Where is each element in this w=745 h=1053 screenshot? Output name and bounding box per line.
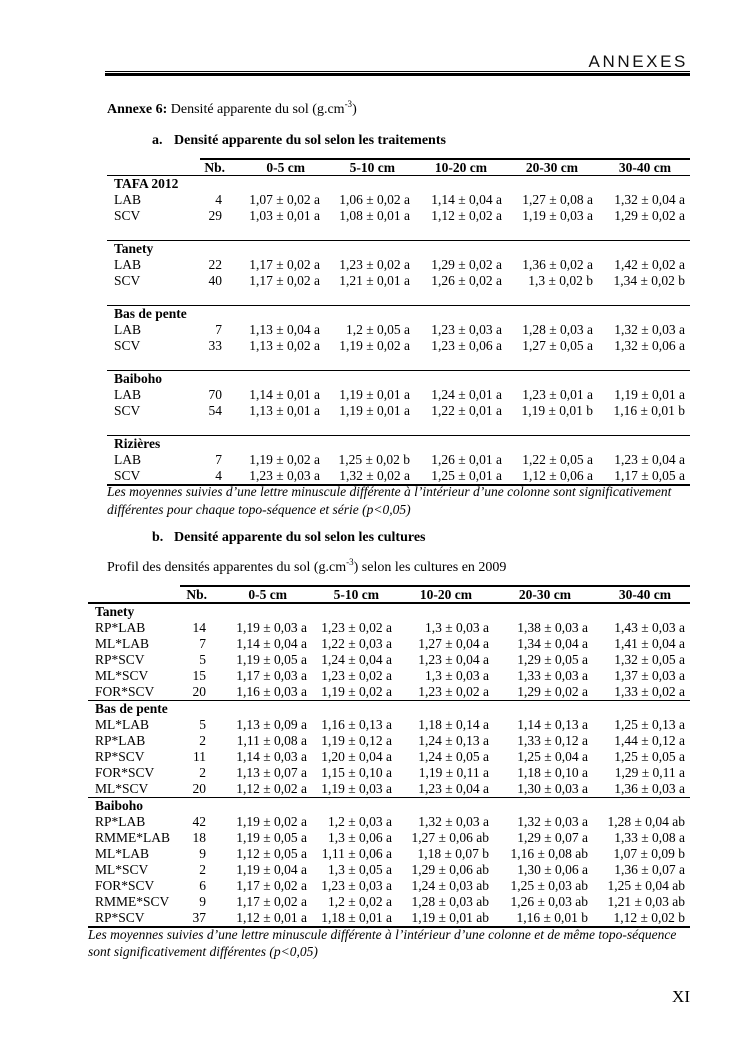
cell-10-20: 1,23 ± 0,06 a (431, 338, 502, 353)
cell-30-40: 1,33 ± 0,08 a (614, 830, 685, 845)
cell-0-5: 1,19 ± 0,05 a (236, 652, 307, 667)
section-b-heading (152, 530, 652, 546)
cell-20-30: 1,33 ± 0,03 a (517, 668, 588, 683)
cell-20-30: 1,34 ± 0,04 a (517, 636, 588, 651)
cell-30-40: 1,44 ± 0,12 a (614, 733, 685, 748)
cell-10-20: 1,24 ± 0,01 a (431, 387, 502, 402)
cell-10-20: 1,23 ± 0,02 a (418, 684, 489, 699)
cell-20-30: 1,19 ± 0,03 a (522, 208, 593, 223)
cell-10-20: 1,19 ± 0,11 a (418, 765, 489, 780)
row-count: 37 (180, 910, 209, 927)
table-row (88, 717, 690, 733)
table-a-footnote: Les moyennes suivies d’une lettre minuscule différente à l’intérieur d’une colonne sont significativement différentes pour chaque topo-séquence et série (p<0,05) (107, 484, 672, 517)
table-row (88, 765, 690, 781)
row-label: ML*SCV (95, 862, 149, 877)
group-name: Baiboho (88, 798, 690, 815)
cell-30-40: 1,32 ± 0,06 a (614, 338, 685, 353)
cell-5-10: 1,11 ± 0,06 a (321, 846, 392, 861)
row-count: 29 (208, 208, 222, 223)
cell-5-10: 1,2 ± 0,03 a (327, 814, 392, 829)
cell-30-40: 1,19 ± 0,01 a (614, 387, 685, 402)
cell-0-5: 1,13 ± 0,09 a (236, 717, 307, 732)
cell-0-5: 1,13 ± 0,01 a (249, 403, 320, 418)
row-label: RP*LAB (95, 814, 146, 829)
row-count: 4 (200, 468, 225, 485)
row-label: RP*SCV (95, 652, 145, 667)
table-row (88, 733, 690, 749)
cell-20-30: 1,27 ± 0,08 a (522, 192, 593, 207)
column-header-0-5: 0-5 cm (209, 586, 309, 603)
group-header-row (88, 701, 690, 718)
row-label: RP*LAB (95, 733, 146, 748)
table-row (88, 668, 690, 684)
cell-5-10: 1,3 ± 0,05 a (327, 862, 392, 877)
cell-5-10: 1,16 ± 0,13 a (321, 717, 392, 732)
row-label: SCV (114, 403, 141, 418)
running-title: ANNEXES (588, 52, 688, 71)
table-row (107, 338, 690, 354)
table-row (88, 894, 690, 910)
cell-30-40: 1,32 ± 0,04 a (614, 192, 685, 207)
cell-0-5: 1,17 ± 0,02 a (249, 273, 320, 288)
cell-0-5: 1,19 ± 0,04 a (236, 862, 307, 877)
cell-20-30: 1,14 ± 0,13 a (517, 717, 588, 732)
page-number: XI (672, 987, 690, 1006)
table-row (107, 452, 690, 468)
table-crops (88, 585, 690, 928)
group-header-row (88, 798, 690, 815)
group-name: Bas de pente (107, 306, 690, 323)
group-header-row (107, 241, 690, 258)
cell-10-20: 1,32 ± 0,03 a (418, 814, 489, 829)
row-count: 42 (192, 814, 206, 829)
cell-20-30: 1,33 ± 0,12 a (517, 733, 588, 748)
cell-0-5: 1,14 ± 0,04 a (236, 636, 307, 651)
cell-20-30: 1,28 ± 0,03 a (522, 322, 593, 337)
cell-5-10: 1,19 ± 0,01 a (339, 403, 410, 418)
cell-20-30: 1,36 ± 0,02 a (522, 257, 593, 272)
cell-0-5: 1,19 ± 0,05 a (236, 830, 307, 845)
row-count: 22 (208, 257, 222, 272)
column-header-label (88, 586, 180, 603)
table-b-caption (107, 557, 507, 576)
row-count: 5 (199, 717, 206, 732)
cell-10-20: 1,24 ± 0,13 a (418, 733, 489, 748)
cell-5-10: 1,08 ± 0,01 a (339, 208, 410, 223)
table-row (88, 620, 690, 636)
annex-title-exponent: -3 (344, 99, 353, 109)
row-label: LAB (114, 387, 141, 402)
cell-10-20: 1,28 ± 0,03 ab (411, 894, 489, 909)
column-header-5-10: 5-10 cm (309, 586, 394, 603)
cell-30-40: 1,25 ± 0,05 a (614, 749, 685, 764)
row-count: 18 (192, 830, 206, 845)
cell-30-40: 1,29 ± 0,02 a (614, 208, 685, 223)
group-name: Tanety (95, 604, 135, 619)
cell-30-40: 1,07 ± 0,09 b (613, 846, 685, 861)
cell-20-30: 1,25 ± 0,03 ab (510, 878, 588, 893)
cell-0-5: 1,19 ± 0,02 a (236, 814, 307, 829)
cell-5-10: 1,06 ± 0,02 a (339, 192, 410, 207)
row-count: 5 (199, 652, 206, 667)
row-count: 33 (208, 338, 222, 353)
table-row (107, 387, 690, 403)
row-label: ML*LAB (95, 636, 149, 651)
table-header-row (88, 586, 690, 603)
cell-0-5: 1,19 ± 0,03 a (236, 620, 307, 635)
row-count: 9 (199, 846, 206, 861)
header-rule-thin (105, 71, 690, 72)
cell-20-30: 1,29 ± 0,05 a (517, 652, 588, 667)
section-a-title: Densité apparente du sol selon les traitements (174, 133, 446, 148)
row-count: 15 (192, 668, 206, 683)
cell-0-5: 1,12 ± 0,05 a (236, 846, 307, 861)
cell-10-20: 1,3 ± 0,03 a (424, 668, 489, 683)
group-header-row (88, 603, 690, 620)
cell-30-40: 1,28 ± 0,04 ab (607, 814, 685, 829)
cell-20-30: 1,25 ± 0,04 a (517, 749, 588, 764)
cell-20-30: 1,22 ± 0,05 a (522, 452, 593, 467)
cell-30-40: 1,41 ± 0,04 a (614, 636, 685, 651)
column-header-0-5: 0-5 cm (225, 159, 322, 176)
row-label: RP*SCV (88, 910, 180, 927)
row-label: ML*LAB (95, 846, 149, 861)
row-count: 54 (208, 403, 222, 418)
cell-30-40: 1,21 ± 0,03 ab (607, 894, 685, 909)
column-header-10-20: 10-20 cm (412, 159, 504, 176)
cell-5-10: 1,2 ± 0,05 a (345, 322, 410, 337)
cell-10-20: 1,26 ± 0,02 a (431, 273, 502, 288)
group-header-row (107, 176, 690, 193)
row-count: 4 (215, 192, 222, 207)
column-header-20-30: 20-30 cm (491, 586, 590, 603)
cell-20-30: 1,3 ± 0,02 b (528, 273, 593, 288)
section-a-marker: a. (152, 133, 163, 148)
cell-0-5: 1,17 ± 0,03 a (236, 668, 307, 683)
cell-0-5: 1,13 ± 0,07 a (236, 765, 307, 780)
row-count: 6 (199, 878, 206, 893)
row-label: ML*SCV (95, 668, 149, 683)
table-b-caption-text: Profil des densités apparentes du sol (g.cm (107, 560, 347, 575)
table-row (107, 208, 690, 224)
cell-5-10: 1,22 ± 0,03 a (321, 636, 392, 651)
table-b-caption-end: ) selon les cultures en 2009 (353, 560, 507, 575)
cell-10-20: 1,29 ± 0,06 ab (411, 862, 489, 877)
cell-30-40: 1,29 ± 0,11 a (614, 765, 685, 780)
cell-30-40: 1,37 ± 0,03 a (614, 668, 685, 683)
column-header-nb: Nb. (180, 586, 209, 603)
row-label: ML*LAB (95, 717, 149, 732)
table-treatments (107, 158, 690, 486)
cell-30-40: 1,43 ± 0,03 a (614, 620, 685, 635)
cell-0-5: 1,23 ± 0,03 a (225, 468, 322, 485)
table-row (88, 910, 690, 927)
row-label: RMME*SCV (95, 894, 170, 909)
cell-10-20: 1,23 ± 0,04 a (418, 652, 489, 667)
row-label: RP*LAB (95, 620, 146, 635)
cell-20-30: 1,30 ± 0,06 a (517, 862, 588, 877)
row-count: 14 (192, 620, 206, 635)
row-count: 70 (208, 387, 222, 402)
row-label: LAB (114, 257, 141, 272)
table-row (88, 878, 690, 894)
spacer-row (107, 289, 690, 306)
row-count: 7 (199, 636, 206, 651)
cell-0-5: 1,17 ± 0,02 a (236, 878, 307, 893)
cell-10-20: 1,26 ± 0,01 a (431, 452, 502, 467)
column-header-label (107, 159, 200, 176)
cell-0-5: 1,16 ± 0,03 a (236, 684, 307, 699)
cell-30-40: 1,17 ± 0,05 a (595, 468, 690, 485)
cell-30-40: 1,36 ± 0,07 a (614, 862, 685, 877)
cell-5-10: 1,18 ± 0,01 a (309, 910, 394, 927)
group-name: Baiboho (107, 371, 690, 388)
spacer-row (107, 224, 690, 241)
cell-20-30: 1,38 ± 0,03 a (517, 620, 588, 635)
cell-5-10: 1,19 ± 0,02 a (321, 684, 392, 699)
row-label: FOR*SCV (95, 765, 155, 780)
table-row (107, 403, 690, 419)
table-row (88, 684, 690, 701)
column-header-30-40: 30-40 cm (590, 586, 690, 603)
header-rule-thick (105, 73, 690, 76)
row-label: LAB (114, 322, 141, 337)
cell-10-20: 1,24 ± 0,03 ab (411, 878, 489, 893)
table-row (88, 814, 690, 830)
row-label: LAB (114, 452, 141, 467)
cell-10-20: 1,27 ± 0,06 ab (411, 830, 489, 845)
cell-0-5: 1,14 ± 0,03 a (236, 749, 307, 764)
row-label: SCV (114, 208, 141, 223)
cell-5-10: 1,25 ± 0,02 b (338, 452, 410, 467)
row-count: 40 (208, 273, 222, 288)
column-header-10-20: 10-20 cm (394, 586, 491, 603)
annex-title (107, 99, 357, 118)
row-label: LAB (114, 192, 141, 207)
cell-5-10: 1,23 ± 0,02 a (321, 668, 392, 683)
cell-0-5: 1,13 ± 0,02 a (249, 338, 320, 353)
cell-30-40: 1,33 ± 0,02 a (614, 684, 685, 699)
cell-20-30: 1,23 ± 0,01 a (522, 387, 593, 402)
table-b-caption-exponent: -3 (346, 557, 354, 567)
table-row (88, 636, 690, 652)
section-b-marker: b. (152, 530, 164, 545)
annex-title-end: ) (352, 102, 357, 117)
cell-10-20: 1,23 ± 0,03 a (431, 322, 502, 337)
cell-20-30: 1,30 ± 0,03 a (517, 781, 588, 796)
cell-5-10: 1,15 ± 0,10 a (321, 765, 392, 780)
cell-0-5: 1,03 ± 0,01 a (249, 208, 320, 223)
cell-30-40: 1,16 ± 0,01 b (613, 403, 685, 418)
cell-20-30: 1,29 ± 0,07 a (517, 830, 588, 845)
cell-10-20: 1,27 ± 0,04 a (418, 636, 489, 651)
table-row (107, 257, 690, 273)
cell-5-10: 1,3 ± 0,06 a (327, 830, 392, 845)
table-header-row (107, 159, 690, 176)
cell-30-40: 1,25 ± 0,13 a (614, 717, 685, 732)
cell-30-40: 1,34 ± 0,02 b (613, 273, 685, 288)
group-header-row (107, 371, 690, 388)
cell-10-20: 1,18 ± 0,07 b (417, 846, 489, 861)
cell-0-5: 1,17 ± 0,02 a (236, 894, 307, 909)
table-row (107, 192, 690, 208)
cell-5-10: 1,19 ± 0,12 a (321, 733, 392, 748)
cell-20-30: 1,12 ± 0,06 a (504, 468, 595, 485)
cell-30-40: 1,32 ± 0,03 a (614, 322, 685, 337)
row-label: ML*SCV (95, 781, 149, 796)
row-count: 20 (192, 781, 206, 796)
cell-20-30: 1,18 ± 0,10 a (517, 765, 588, 780)
column-header-5-10: 5-10 cm (322, 159, 412, 176)
annex-title-text: Densité apparente du sol (g.cm (167, 102, 345, 117)
cell-20-30: 1,29 ± 0,02 a (517, 684, 588, 699)
table-row (107, 273, 690, 289)
cell-30-40: 1,42 ± 0,02 a (614, 257, 685, 272)
cell-10-20: 1,12 ± 0,02 a (431, 208, 502, 223)
cell-5-10: 1,32 ± 0,02 a (322, 468, 412, 485)
table-row (88, 652, 690, 668)
row-label: FOR*SCV (95, 878, 155, 893)
column-header-30-40: 30-40 cm (595, 159, 690, 176)
cell-5-10: 1,19 ± 0,03 a (321, 781, 392, 796)
cell-0-5: 1,07 ± 0,02 a (249, 192, 320, 207)
group-header-row (107, 306, 690, 323)
cell-5-10: 1,23 ± 0,02 a (339, 257, 410, 272)
cell-5-10: 1,20 ± 0,04 a (321, 749, 392, 764)
cell-10-20: 1,23 ± 0,04 a (418, 781, 489, 796)
table-row (88, 781, 690, 798)
cell-10-20: 1,24 ± 0,05 a (418, 749, 489, 764)
cell-10-20: 1,3 ± 0,03 a (424, 620, 489, 635)
section-b-title: Densité apparente du sol selon les cultures (174, 530, 426, 545)
cell-30-40: 1,36 ± 0,03 a (614, 781, 685, 796)
group-name: Rizières (107, 436, 690, 453)
cell-5-10: 1,23 ± 0,02 a (321, 620, 392, 635)
row-count: 7 (215, 322, 222, 337)
row-label: RMME*LAB (95, 830, 171, 845)
group-name: Tanety (107, 241, 690, 258)
group-name: Bas de pente (88, 701, 690, 718)
cell-5-10: 1,21 ± 0,01 a (339, 273, 410, 288)
spacer-row (107, 354, 690, 371)
cell-0-5: 1,12 ± 0,02 a (236, 781, 307, 796)
row-count: 9 (199, 894, 206, 909)
row-label: SCV (114, 273, 141, 288)
group-name: TAFA 2012 (114, 176, 179, 191)
cell-0-5: 1,17 ± 0,02 a (249, 257, 320, 272)
cell-10-20: 1,18 ± 0,14 a (418, 717, 489, 732)
row-count: 2 (199, 765, 206, 780)
table-row (107, 322, 690, 338)
row-count: 20 (192, 684, 206, 699)
annex-label: Annexe 6: (107, 102, 168, 117)
cell-30-40: 1,25 ± 0,04 ab (607, 878, 685, 893)
cell-30-40: 1,23 ± 0,04 a (614, 452, 685, 467)
cell-30-40: 1,32 ± 0,05 a (614, 652, 685, 667)
cell-5-10: 1,19 ± 0,01 a (339, 387, 410, 402)
cell-20-30: 1,26 ± 0,03 ab (510, 894, 588, 909)
row-count: 7 (215, 452, 222, 467)
cell-5-10: 1,24 ± 0,04 a (321, 652, 392, 667)
cell-10-20: 1,14 ± 0,04 a (431, 192, 502, 207)
cell-5-10: 1,23 ± 0,03 a (321, 878, 392, 893)
cell-0-5: 1,19 ± 0,02 a (249, 452, 320, 467)
table-row (88, 846, 690, 862)
row-count: 2 (199, 862, 206, 877)
cell-0-5: 1,13 ± 0,04 a (249, 322, 320, 337)
cell-10-20: 1,19 ± 0,01 ab (394, 910, 491, 927)
cell-20-30: 1,27 ± 0,05 a (522, 338, 593, 353)
cell-30-40: 1,12 ± 0,02 b (590, 910, 690, 927)
cell-5-10: 1,19 ± 0,02 a (339, 338, 410, 353)
column-header-nb: Nb. (200, 159, 225, 176)
table-row (88, 862, 690, 878)
row-label: FOR*SCV (95, 684, 155, 699)
row-label: SCV (107, 468, 200, 485)
cell-10-20: 1,22 ± 0,01 a (431, 403, 502, 418)
row-count: 11 (193, 749, 206, 764)
cell-0-5: 1,11 ± 0,08 a (236, 733, 307, 748)
group-header-row (107, 436, 690, 453)
row-label: RP*SCV (95, 749, 145, 764)
row-label: SCV (114, 338, 141, 353)
cell-20-30: 1,32 ± 0,03 a (517, 814, 588, 829)
table-row (88, 830, 690, 846)
cell-10-20: 1,25 ± 0,01 a (412, 468, 504, 485)
cell-0-5: 1,12 ± 0,01 a (209, 910, 309, 927)
spacer-row (107, 419, 690, 436)
cell-10-20: 1,29 ± 0,02 a (431, 257, 502, 272)
cell-20-30: 1,16 ± 0,01 b (491, 910, 590, 927)
cell-5-10: 1,2 ± 0,02 a (327, 894, 392, 909)
column-header-20-30: 20-30 cm (504, 159, 595, 176)
table-b-footnote: Les moyennes suivies d’une lettre minuscule différente à l’intérieur d’une colonne et de même topo-séquence sont significativement différentes (p<0,05) (88, 927, 677, 959)
cell-20-30: 1,16 ± 0,08 ab (510, 846, 588, 861)
table-row (88, 749, 690, 765)
section-a-heading (152, 133, 652, 149)
cell-20-30: 1,19 ± 0,01 b (521, 403, 593, 418)
row-count: 2 (199, 733, 206, 748)
cell-0-5: 1,14 ± 0,01 a (249, 387, 320, 402)
